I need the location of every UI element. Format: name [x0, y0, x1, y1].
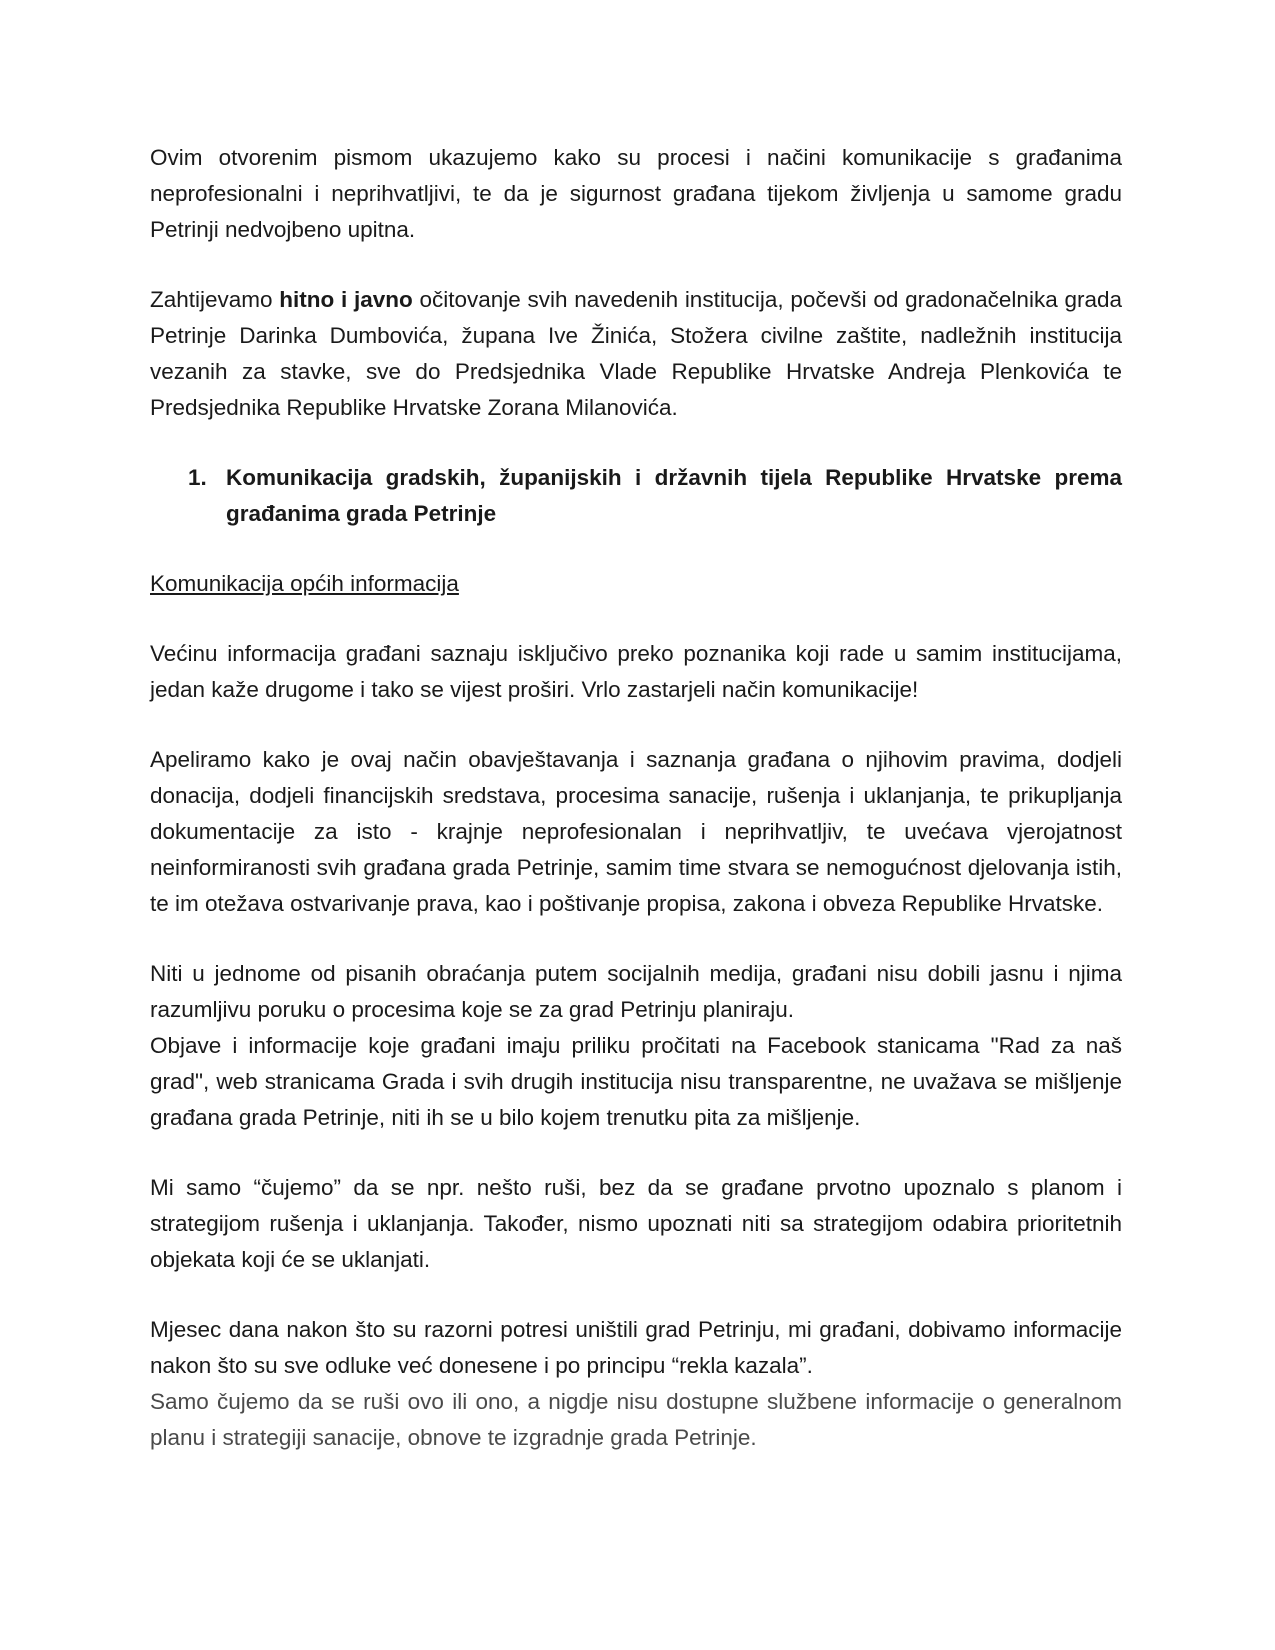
demand-paragraph: [150, 282, 1122, 426]
demand-emphasis: hitno i javno: [279, 287, 413, 312]
body-paragraph-3a: Niti u jednome od pisanih obraćanja putem socijalnih medija, građani nisu dobili jasnu i njima razumljivu poruku o procesima koje se za grad Petrinju planiraju.: [150, 961, 1122, 1022]
document-page: [150, 140, 1122, 1456]
body-paragraph-5b: Samo čujemo da se ruši ovo ili ono, a nigdje nisu dostupne službene informacije o generalnom planu i strategiji sanacije, obnove te izgradnje grada Petrinje.: [150, 1389, 1122, 1450]
subheading: Komunikacija općih informacija: [150, 571, 459, 596]
body-paragraph-2: Apeliramo kako je ovaj način obavještavanja i saznanja građana o njihovim pravima, dodjeli donacija, dodjeli financijskih sredstava, procesima sanacije, rušenja i uklanjanja, te prikupljanja dokumentacije za isto - krajnje neprofesionalan i neprihvatljiv, te uvećava vjerojatnost neinformiranosti svih građana grada Petrinje, samim time stvara se nemogućnost djelovanja istih, te im otežava ostvarivanje prava, kao i poštivanje propisa, zakona i obveza Republike Hrvatske.: [150, 747, 1122, 916]
body-paragraph-1: Većinu informacija građani saznaju isključivo preko poznanika koji rade u samim institucijama, jedan kaže drugome i tako se vijest proširi. Vrlo zastarjeli način komunikacije!: [150, 641, 1122, 702]
demand-text-end: očitovanje svih navedenih institucija, počevši od gradonačelnika grada Petrinje Darinka Dumbovića, župana Ive Žinića, Stožera civilne zaštite, nadležnih institucija vezanih za stavke, sve do Predsjednika Vlade Republike Hrvatske Andreja Plenkovića te Predsjednika Republike Hrvatske Zorana Milanovića.: [150, 287, 1122, 420]
section-list: [150, 460, 1122, 532]
body-paragraph-5a: Mjesec dana nakon što su razorni potresi uništili grad Petrinju, mi građani, dobivamo informacije nakon što su sve odluke već donesene i po principu “rekla kazala”.: [150, 1317, 1122, 1378]
body-paragraph-3b: Objave i informacije koje građani imaju priliku pročitati na Facebook stanicama "Rad za naš grad", web stranicama Grada i svih drugih institucija nisu transparentne, ne uvažava se mišljenje građana grada Petrinje, niti ih se u bilo kojem trenutku pita za mišljenje.: [150, 1033, 1122, 1130]
section-number: 1.: [188, 465, 207, 490]
body-paragraph-4: Mi samo “čujemo” da se npr. nešto ruši, bez da se građane prvotno upoznalo s planom i strategijom rušenja i uklanjanja. Također, nismo upoznati niti sa strategijom odabira prioritetnih objekata koji će se uklanjati.: [150, 1175, 1122, 1272]
section-heading: [150, 460, 1122, 532]
intro-paragraph: Ovim otvorenim pismom ukazujemo kako su procesi i načini komunikacije s građanima neprofesionalni i neprihvatljivi, te da je sigurnost građana tijekom življenja u samome gradu Petrinji nedvojbeno upitna.: [150, 145, 1122, 242]
section-title: Komunikacija gradskih, županijskih i državnih tijela Republike Hrvatske prema građanima grada Petrinje: [226, 465, 1122, 526]
demand-text-start: Zahtijevamo: [150, 287, 280, 312]
